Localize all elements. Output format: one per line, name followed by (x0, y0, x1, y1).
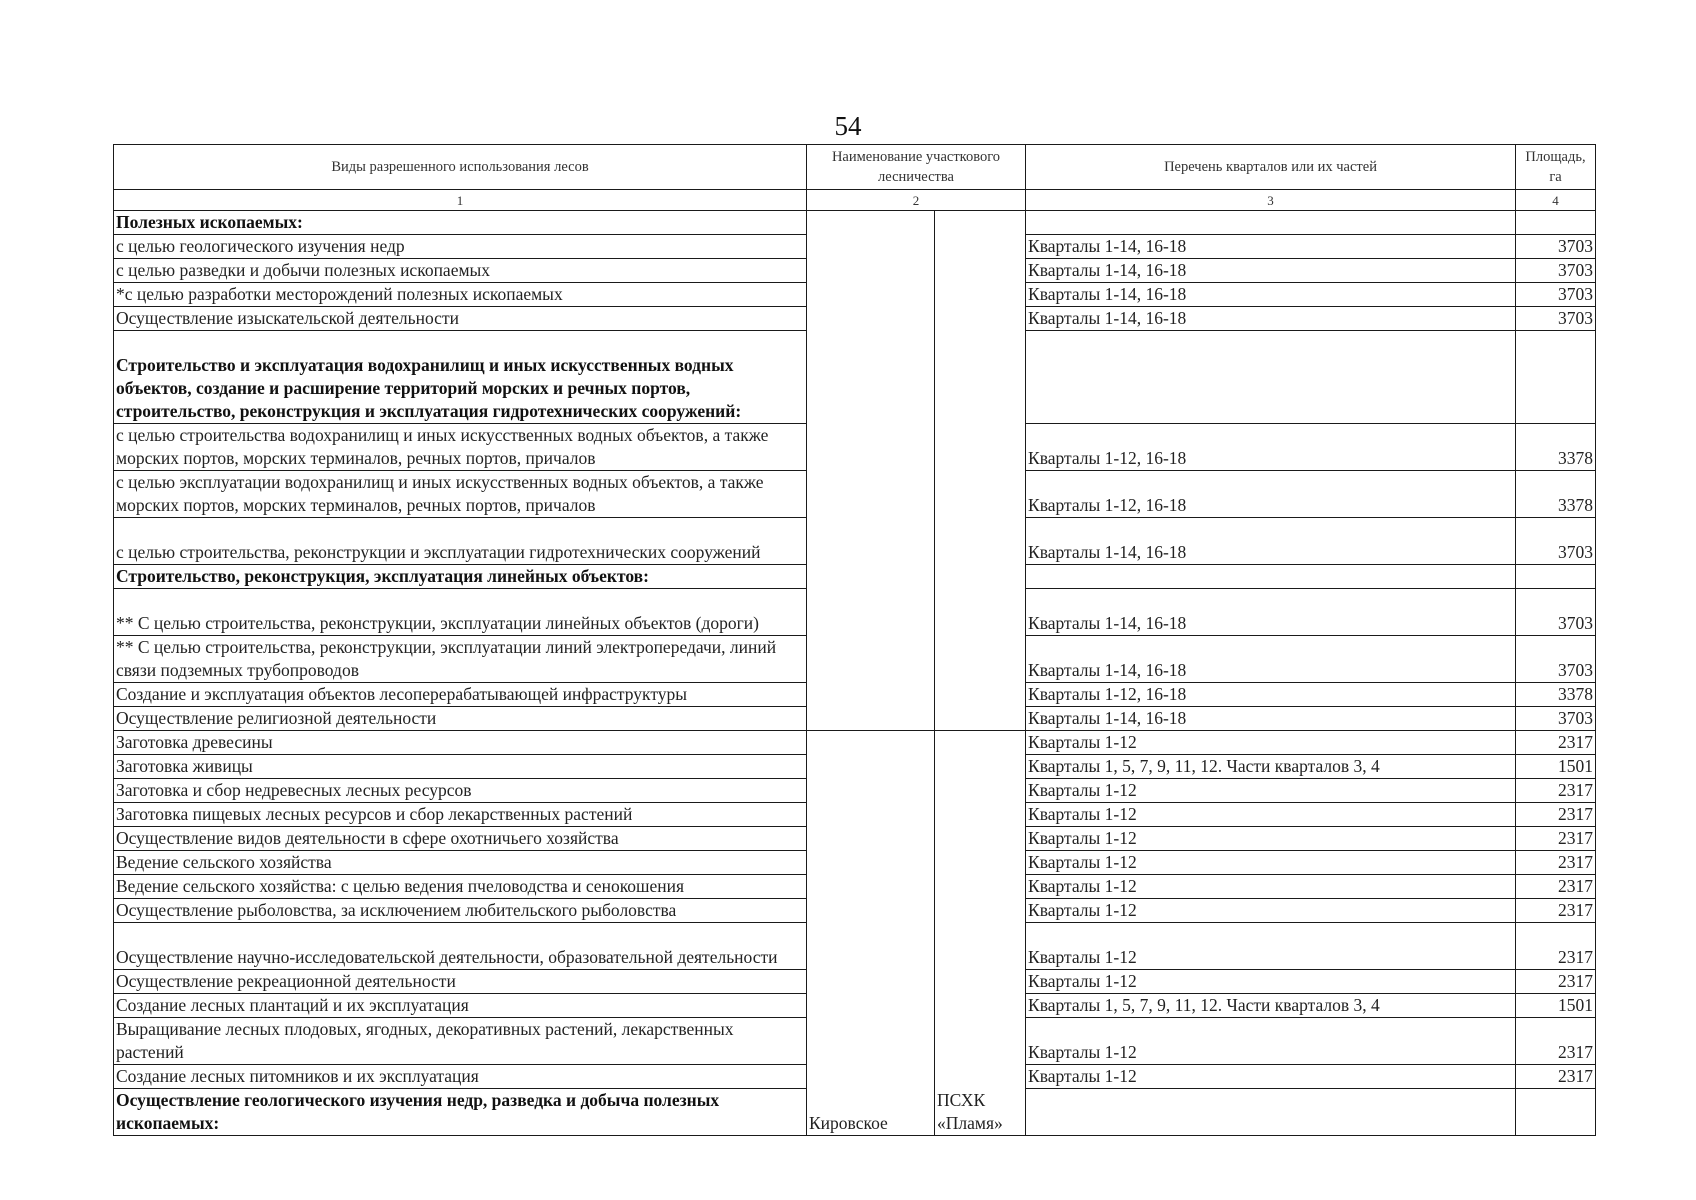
use-type-cell: Осуществление рекреационной деятельности (114, 970, 807, 994)
header-row (114, 145, 1596, 190)
quarters-cell: Кварталы 1-14, 16-18 (1026, 589, 1516, 636)
header-number-3: 3 (1026, 190, 1516, 211)
use-type-cell: Создание лесных плантаций и их эксплуатация (114, 994, 807, 1018)
header-number-row (114, 190, 1596, 211)
quarters-cell: Кварталы 1-14, 16-18 (1026, 518, 1516, 565)
quarters-cell: Кварталы 1-12 (1026, 1065, 1516, 1089)
area-cell: 2317 (1516, 803, 1596, 827)
area-cell: 3703 (1516, 589, 1596, 636)
use-type-cell: Ведение сельского хозяйства (114, 851, 807, 875)
quarters-cell (1026, 565, 1516, 589)
header-use-types: Виды разрешенного использования лесов (114, 145, 807, 190)
quarters-cell: Кварталы 1-12 (1026, 875, 1516, 899)
quarters-cell: Кварталы 1-14, 16-18 (1026, 307, 1516, 331)
quarters-cell: Кварталы 1-12, 16-18 (1026, 683, 1516, 707)
forestry-cell-blank (807, 211, 935, 731)
area-cell (1516, 1089, 1596, 1136)
use-type-cell: с целью строительства водохранилищ и иных искусственных водных объектов, а также морских портов, морских терминалов, речных портов, причалов (114, 424, 807, 471)
forestry-name-cell: Кировское (807, 731, 935, 1136)
use-type-cell: Заготовка пищевых лесных ресурсов и сбор лекарственных растений (114, 803, 807, 827)
quarters-cell: Кварталы 1-14, 16-18 (1026, 707, 1516, 731)
subforestry-cell-blank (935, 211, 1026, 731)
quarters-cell: Кварталы 1-12 (1026, 970, 1516, 994)
use-type-cell: *с целью разработки месторождений полезных ископаемых (114, 283, 807, 307)
use-type-cell: ** С целью строительства, реконструкции, эксплуатации линейных объектов (дороги) (114, 589, 807, 636)
quarters-cell (1026, 211, 1516, 235)
use-type-cell: Осуществление изыскательской деятельности (114, 307, 807, 331)
use-type-cell: Осуществление религиозной деятельности (114, 707, 807, 731)
quarters-cell: Кварталы 1-12 (1026, 827, 1516, 851)
area-cell: 3703 (1516, 707, 1596, 731)
use-type-cell: Осуществление видов деятельности в сфере охотничьего хозяйства (114, 827, 807, 851)
area-cell: 2317 (1516, 923, 1596, 970)
use-type-cell: с целью разведки и добычи полезных ископаемых (114, 259, 807, 283)
header-forestry-name: Наименование участкового лесничества (807, 145, 1026, 190)
use-type-cell: Заготовка и сбор недревесных лесных ресурсов (114, 779, 807, 803)
use-type-cell: Строительство, реконструкция, эксплуатация линейных объектов: (114, 565, 807, 589)
table-row (114, 731, 1596, 755)
quarters-cell: Кварталы 1-14, 16-18 (1026, 636, 1516, 683)
header-number-2: 2 (807, 190, 1026, 211)
area-cell: 1501 (1516, 755, 1596, 779)
area-cell: 2317 (1516, 1018, 1596, 1065)
use-type-cell: Строительство и эксплуатация водохранилищ и иных искусственных водных объектов, создание и расширение территорий морских и речных портов, строительство, реконструкция и эксплуатация гидротехнических сооружений: (114, 331, 807, 424)
quarters-cell: Кварталы 1-12 (1026, 1018, 1516, 1065)
table-row (114, 211, 1596, 235)
use-type-cell: Создание и эксплуатация объектов лесоперерабатывающей инфраструктуры (114, 683, 807, 707)
area-cell: 1501 (1516, 994, 1596, 1018)
area-cell: 3378 (1516, 683, 1596, 707)
quarters-cell: Кварталы 1-14, 16-18 (1026, 259, 1516, 283)
use-type-cell: Ведение сельского хозяйства: с целью ведения пчеловодства и сенокошения (114, 875, 807, 899)
use-type-cell: ** С целью строительства, реконструкции, эксплуатации линий электропередачи, линий связи подземных трубопроводов (114, 636, 807, 683)
header-area: Площадь, га (1516, 145, 1596, 190)
quarters-cell: Кварталы 1-12, 16-18 (1026, 471, 1516, 518)
quarters-cell: Кварталы 1-14, 16-18 (1026, 235, 1516, 259)
quarters-cell (1026, 1089, 1516, 1136)
header-quarters: Перечень кварталов или их частей (1026, 145, 1516, 190)
use-type-cell: Осуществление геологического изучения недр, разведка и добыча полезных ископаемых: (114, 1089, 807, 1136)
page-number: 54 (834, 111, 862, 141)
area-cell: 3703 (1516, 518, 1596, 565)
area-cell (1516, 211, 1596, 235)
quarters-cell: Кварталы 1-12 (1026, 731, 1516, 755)
use-type-cell: Заготовка живицы (114, 755, 807, 779)
area-cell: 3703 (1516, 307, 1596, 331)
quarters-cell: Кварталы 1-12 (1026, 923, 1516, 970)
use-type-cell: Выращивание лесных плодовых, ягодных, декоративных растений, лекарственных растений (114, 1018, 807, 1065)
area-cell: 3703 (1516, 636, 1596, 683)
quarters-cell: Кварталы 1-12 (1026, 779, 1516, 803)
area-cell: 2317 (1516, 875, 1596, 899)
quarters-cell: Кварталы 1-12 (1026, 899, 1516, 923)
use-type-cell: с целью эксплуатации водохранилищ и иных искусственных водных объектов, а также морских портов, морских терминалов, речных портов, причалов (114, 471, 807, 518)
quarters-cell: Кварталы 1, 5, 7, 9, 11, 12. Части кварталов 3, 4 (1026, 994, 1516, 1018)
area-cell (1516, 565, 1596, 589)
area-cell: 2317 (1516, 779, 1596, 803)
area-cell: 2317 (1516, 851, 1596, 875)
subforestry-name-cell: ПСХК «Пламя» (935, 731, 1026, 1136)
use-type-cell: Создание лесных питомников и их эксплуатация (114, 1065, 807, 1089)
quarters-cell: Кварталы 1-12 (1026, 803, 1516, 827)
area-cell: 3703 (1516, 259, 1596, 283)
forest-use-table (113, 144, 1596, 1136)
header-number-1: 1 (114, 190, 807, 211)
area-cell: 2317 (1516, 1065, 1596, 1089)
quarters-cell (1026, 331, 1516, 424)
use-type-cell: с целью геологического изучения недр (114, 235, 807, 259)
use-type-cell: Заготовка древесины (114, 731, 807, 755)
use-type-cell: Полезных ископаемых: (114, 211, 807, 235)
use-type-cell: Осуществление рыболовства, за исключением любительского рыболовства (114, 899, 807, 923)
area-cell: 3703 (1516, 283, 1596, 307)
area-cell: 2317 (1516, 899, 1596, 923)
header-number-4: 4 (1516, 190, 1596, 211)
quarters-cell: Кварталы 1-14, 16-18 (1026, 283, 1516, 307)
area-cell (1516, 331, 1596, 424)
area-cell: 3703 (1516, 235, 1596, 259)
quarters-cell: Кварталы 1, 5, 7, 9, 11, 12. Части кварталов 3, 4 (1026, 755, 1516, 779)
area-cell: 2317 (1516, 731, 1596, 755)
area-cell: 2317 (1516, 827, 1596, 851)
use-type-cell: с целью строительства, реконструкции и эксплуатации гидротехнических сооружений (114, 518, 807, 565)
quarters-cell: Кварталы 1-12, 16-18 (1026, 424, 1516, 471)
area-cell: 3378 (1516, 424, 1596, 471)
area-cell: 3378 (1516, 471, 1596, 518)
area-cell: 2317 (1516, 970, 1596, 994)
quarters-cell: Кварталы 1-12 (1026, 851, 1516, 875)
use-type-cell: Осуществление научно-исследовательской деятельности, образовательной деятельности (114, 923, 807, 970)
